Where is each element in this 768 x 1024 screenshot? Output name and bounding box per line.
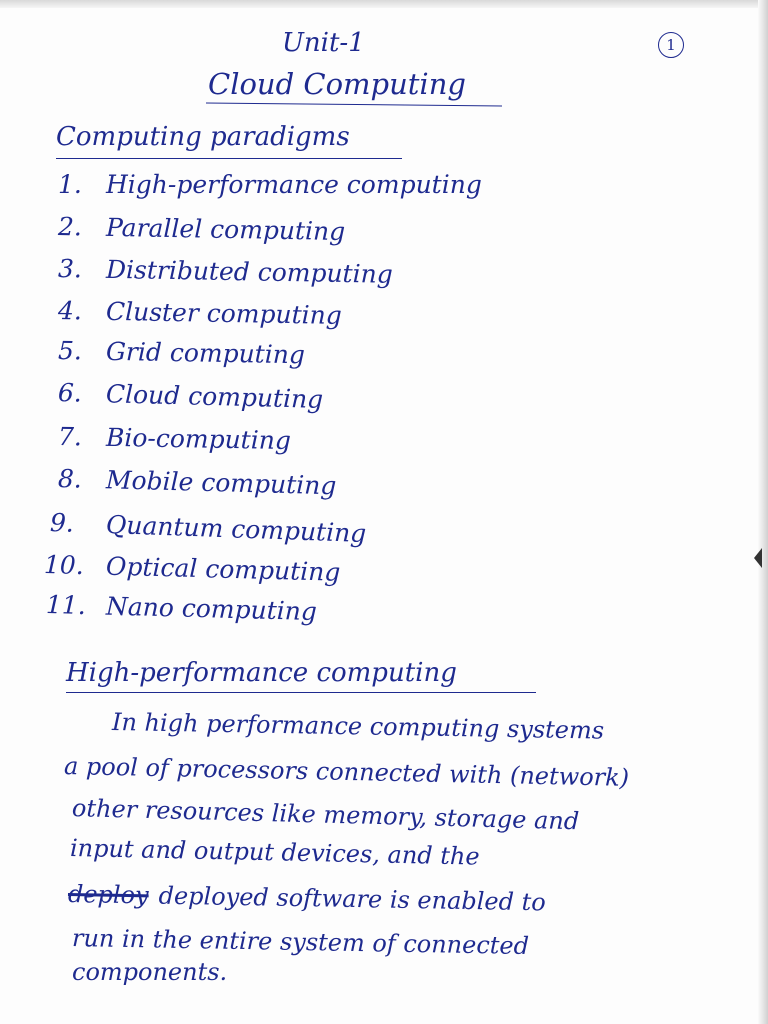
paragraph-line: input and output devices, and the xyxy=(69,834,480,871)
paragraph-line-text: deployed software is enabled to xyxy=(158,881,546,917)
page-number: 1 xyxy=(658,32,684,58)
list-item-number: 4. xyxy=(57,296,83,326)
page-title: Cloud Computing xyxy=(208,67,466,101)
paragraph-line: a pool of processors connected with (network) xyxy=(63,752,630,792)
unit-label: Unit-1 xyxy=(282,28,365,58)
paragraph-line: In high performance computing systems xyxy=(111,708,605,745)
list-item xyxy=(58,256,393,287)
list-item-text: Parallel computing xyxy=(105,212,346,247)
list-item-text: Grid computing xyxy=(105,336,306,370)
list-item xyxy=(45,590,318,627)
paper-right-edge xyxy=(758,0,768,1024)
title-underline xyxy=(206,102,502,106)
list-item-text: Quantum computing xyxy=(105,509,367,549)
paragraph-line xyxy=(67,880,546,917)
list-item-text: Cloud computing xyxy=(105,379,324,414)
list-item xyxy=(58,298,342,328)
list-item-number: 1. xyxy=(58,170,82,199)
list-item-number: 10. xyxy=(43,550,85,581)
list-item-number: 3. xyxy=(57,254,83,284)
list-item-number: 6. xyxy=(57,378,83,408)
list-item-number: 5. xyxy=(57,336,83,366)
list-item xyxy=(58,172,482,197)
list-item xyxy=(44,552,341,585)
paragraph-line: other resources like memory, storage and xyxy=(71,794,580,836)
hpc-heading-underline xyxy=(66,692,536,693)
hpc-heading: High-performance computing xyxy=(66,658,457,688)
list-item-number: 8. xyxy=(57,464,83,494)
list-item-number: 9. xyxy=(49,508,75,538)
binding-notch xyxy=(754,548,762,568)
paradigms-heading-underline xyxy=(56,158,402,159)
list-item-text: Distributed computing xyxy=(105,254,393,289)
list-item-text: Bio-computing xyxy=(105,422,292,456)
list-item-text: Cluster computing xyxy=(105,296,343,330)
list-item xyxy=(49,508,367,549)
list-item xyxy=(57,464,337,501)
list-item-text: High-performance computing xyxy=(106,170,482,199)
list-item-text: Optical computing xyxy=(105,551,341,587)
list-item-text: Mobile computing xyxy=(105,465,337,501)
list-item xyxy=(57,422,292,456)
list-item-number: 11. xyxy=(45,590,87,621)
list-item-number: 7. xyxy=(57,422,83,452)
paragraph-line: run in the entire system of connected xyxy=(71,924,530,960)
list-item xyxy=(57,212,346,247)
list-item-number: 2. xyxy=(57,212,83,242)
list-item-text: Nano computing xyxy=(105,591,318,627)
paper-top-edge xyxy=(0,0,768,8)
list-item xyxy=(57,336,306,370)
struck-out-word: deploy xyxy=(67,880,149,910)
list-item xyxy=(58,380,324,412)
paragraph-line: components. xyxy=(72,958,228,986)
paradigms-heading: Computing paradigms xyxy=(56,122,350,152)
